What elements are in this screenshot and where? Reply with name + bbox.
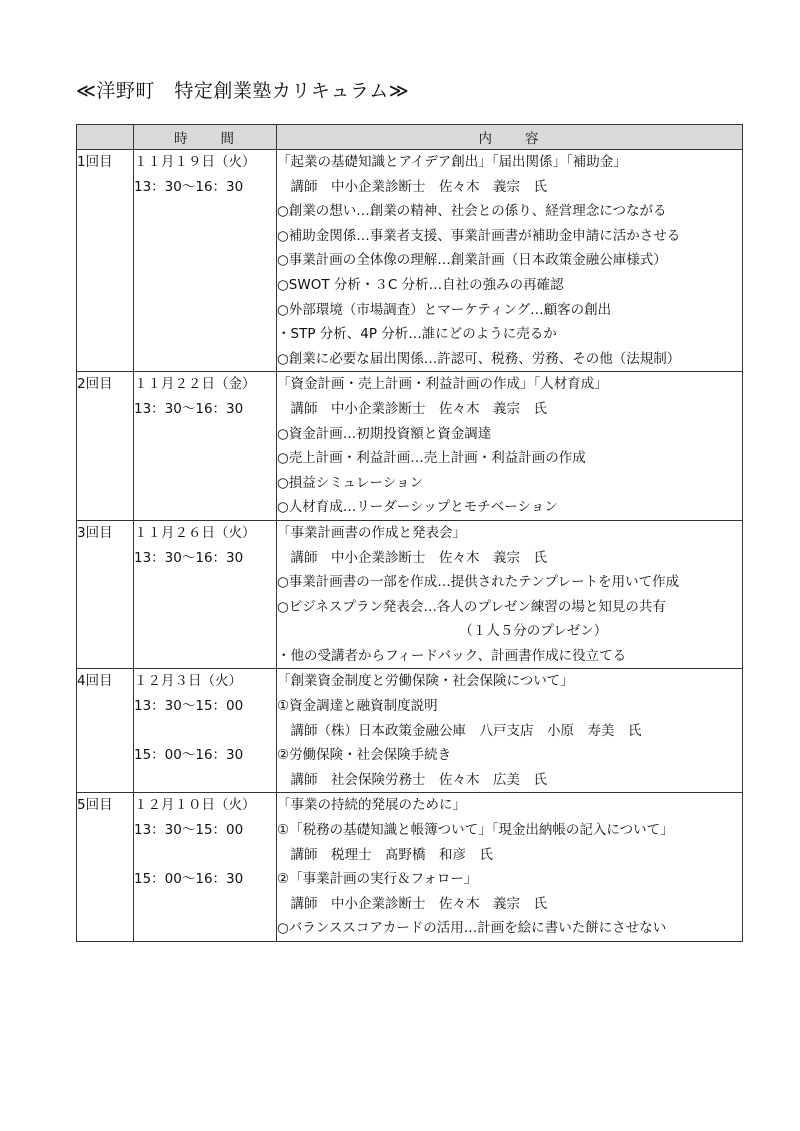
session-label: 4回目 — [77, 673, 113, 690]
session-number-cell — [77, 669, 134, 793]
table-row-session-3 — [77, 520, 743, 669]
content-line: ・他の受講者からフィードバック、計画書作成に役立てる — [277, 647, 627, 664]
content-heading: 「事業の持続的発展のために」 — [277, 797, 466, 814]
content-line: ○事業計画の全体像の理解…創業計画（日本政策金融公庫様式） — [277, 252, 667, 269]
page-title: ≪洋野町 特定創業塾カリキュラム≫ — [76, 80, 410, 102]
session-label: 1回目 — [77, 154, 113, 170]
content-instructor: 講師 社会保険労務士 佐々木 広美 氏 — [277, 771, 547, 788]
session-number-cell — [77, 150, 134, 372]
time-cell — [134, 669, 277, 793]
content-line: ○SWOT 分析・３C 分析…自社の強みの再確認 — [277, 276, 564, 293]
table-row-session-5 — [77, 793, 743, 942]
content-line: ○損益シミュレーション — [277, 474, 423, 491]
header-session — [77, 125, 134, 150]
content-heading: 「起業の基礎知識とアイデア創出」「届出関係」「補助金」 — [277, 154, 627, 170]
content-line: ○補助金関係…事業者支援、事業計画書が補助金申請に活かさせる — [277, 227, 681, 244]
content-line: ○事業計画書の一部を作成…提供されたテンプレートを用いて作成 — [277, 574, 680, 591]
time-range-text: 13：30〜16：30 — [134, 549, 244, 566]
content-instructor: 講師 税理士 髙野橋 和彦 氏 — [277, 846, 493, 863]
session-number-cell — [77, 793, 134, 942]
session-label: 3回目 — [77, 524, 113, 541]
content-instructor: 講師 中小企業診断士 佐々木 義宗 氏 — [277, 895, 547, 912]
content-line: ②労働保険・社会保険手続き — [277, 747, 452, 764]
content-line: ○外部環境（市場調査）とマーケティング…顧客の創出 — [277, 301, 612, 318]
header-time: 時 間 — [134, 125, 277, 150]
content-line: ○創業の想い…創業の精神、社会との係り、経営理念につながる — [277, 203, 667, 220]
content-cell — [277, 520, 743, 669]
content-cell — [277, 372, 743, 521]
time-cell — [134, 520, 277, 669]
content-line: ②「事業計画の実行＆フォロー」 — [277, 871, 478, 888]
content-line: ○創業に必要な届出関係…許認可、税務、労務、その他（法規制） — [277, 350, 681, 367]
content-heading: 「事業計画書の作成と発表会」 — [277, 524, 466, 541]
date-text: １１月２６日（火） — [134, 524, 256, 541]
session-label: 5回目 — [77, 797, 113, 814]
session-number-cell — [77, 372, 134, 521]
content-heading: 「創業資金制度と労働保険・社会保険について」 — [277, 673, 574, 690]
content-cell — [277, 669, 743, 793]
content-instructor: 講師 中小企業診断士 佐々木 義宗 氏 — [277, 178, 547, 195]
content-instructor: 講師（株）日本政策金融公庫 八戸支店 小原 寿美 氏 — [277, 722, 642, 739]
time-range-text: 13：30〜16：30 — [134, 178, 244, 195]
content-heading: 「資金計画・売上計画・利益計画の作成」「人材育成」 — [277, 376, 608, 393]
date-text: １２月３日（火） — [134, 673, 242, 690]
content-line: ○資金計画…初期投資額と資金調達 — [277, 425, 492, 442]
content-cell — [277, 150, 743, 372]
session-number-cell — [77, 520, 134, 669]
content-cell — [277, 793, 743, 942]
time-cell — [134, 793, 277, 942]
content-line: ①資金調達と融資制度説明 — [277, 698, 438, 715]
table-row-session-1 — [77, 150, 743, 372]
time-range-text: 13：30〜15：00 — [134, 698, 244, 715]
date-text: １１月２２日（金） — [134, 376, 256, 393]
time-spacer — [134, 843, 276, 868]
time-range-text: 13：30〜16：30 — [134, 400, 244, 417]
content-instructor: 講師 中小企業診断士 佐々木 義宗 氏 — [277, 400, 547, 417]
content-line: ①「税務の基礎知識と帳簿ついて」「現金出納帳の記入について」 — [277, 822, 674, 839]
content-line: （１人５分のプレゼン） — [277, 623, 608, 640]
curriculum-table — [76, 124, 743, 942]
content-line: ○売上計画・利益計画…売上計画・利益計画の作成 — [277, 450, 586, 467]
date-text: １２月１０日（火） — [134, 797, 256, 814]
content-line: ・STP 分析、4P 分析…誰にどのように売るか — [277, 326, 557, 343]
content-line: ○バランススコアカードの活用…計画を絵に書いた餅にさせない — [277, 920, 667, 937]
header-content: 内 容 — [277, 125, 743, 150]
time-spacer — [134, 719, 276, 744]
content-instructor: 講師 中小企業診断士 佐々木 義宗 氏 — [277, 549, 547, 566]
table-row-session-4 — [77, 669, 743, 793]
time-cell — [134, 372, 277, 521]
content-line: ○ビジネスプラン発表会…各人のプレゼン練習の場と知見の共有 — [277, 598, 666, 615]
time-range-text: 15：00〜16：30 — [134, 871, 244, 888]
time-cell — [134, 150, 277, 372]
session-label: 2回目 — [77, 376, 113, 393]
table-header-row — [77, 125, 743, 150]
content-line: ○人材育成…リーダーシップとモチベーション — [277, 499, 558, 516]
date-text: １１月１９日（火） — [134, 154, 256, 170]
time-range-text: 13：30〜15：00 — [134, 822, 244, 839]
table-row-session-2 — [77, 372, 743, 521]
time-range-text: 15：00〜16：30 — [134, 747, 244, 764]
